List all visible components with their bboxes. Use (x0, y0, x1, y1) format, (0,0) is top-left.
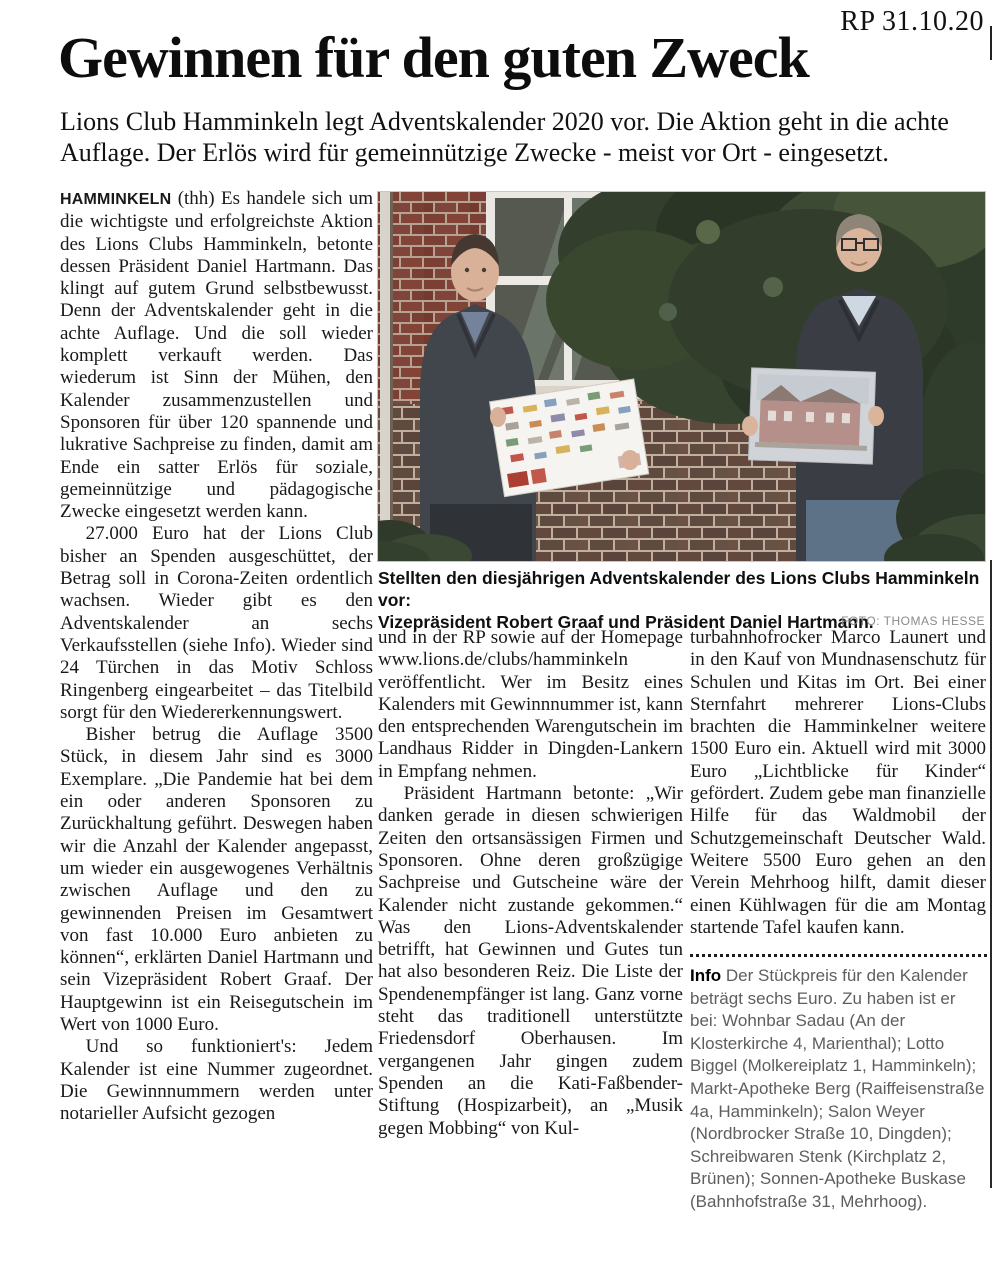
photo-gray-calendar (748, 368, 875, 464)
paragraph: Bisher betrug die Auflage 3500 Stück, in diesem Jahr sind es 3000 Exemplare. „Die Pandemie hat bei dem ein oder anderen Sponsoren zu Zurückhaltung geführt. Deswegen haben wir die Anzahl der Kalender angepasst, um wieder ein ausgewogenes Verhältnis zwischen Auflage und den zu gewinnenden Preisen im Gesamtwert von fast 10.000 Euro anbieten zu können“, erklärten Daniel Hartmann und sein Vizepräsident Robert Graaf. Der Hauptgewinn ist ein Reisegutschein im Wert von 1000 Euro. (60, 724, 373, 1035)
article-column-3 (690, 627, 986, 957)
headline: Gewinnen für den guten Zweck (58, 25, 809, 90)
page-date: RP 31.10.20 (840, 6, 984, 37)
photo-caption (378, 567, 985, 633)
paragraph: 27.000 Euro hat der Lions Club bisher an Spenden ausgeschüttet, der Betrag soll in Corona-Zeiten ordentlich wachsen. Wieder gibt es den Adventskalender an sechs Verkaufsstellen (siehe Info). Wieder sind 24 Türchen in das Motiv Schloss Ringenberg eingearbeitet – das Titelbild sorgt für den Wiedererkennungswert. (60, 523, 373, 723)
caption-line-2: Vizepräsident Robert Graaf und Präsident Daniel Hartmann. (378, 612, 874, 632)
paragraph: Präsident Hartmann betonte: „Wir danken gerade in diesen schwierigen Zeiten den ortsansässigen Firmen und Sponsoren. Ohne deren großzügige Sachpreise und Gutscheine wäre der Kalender nicht zustande gekommen.“ Was den Lions-Adventskalender betrifft, hat Gewinnen und Gutes tun hat also besonderen Reiz. Die Liste der Spendenempfänger ist lang. Ganz vorne steht das traditionell unterstützte Friedensdorf Oberhausen. Im vergangenen Jahr gingen zudem Spenden an die Kati-Faßbender-Stiftung (Hospizarbeit), an „Musik gegen Mobbing“ von Kul- (378, 783, 683, 1139)
caption-line-1: Stellten den diesjährigen Adventskalender des Lions Clubs Hamminkeln vor: (378, 568, 980, 610)
paragraph: und in der RP sowie auf der Homepage www.lions.de/clubs/hamminkeln veröffentlicht. Wer im Besitz eines Kalenders mit Gewinnnummer ist, kann den entsprechenden Warengutschein im Landhaus Ridder in Dingden-Lankern in Empfang nehmen. (378, 627, 683, 782)
info-box-text: Der Stückpreis für den Kalender beträgt sechs Euro. Zu haben ist er bei: Wohnbar Sadau (An der Klosterkirche 4, Marienthal); Lotto Biggel (Molkereiplatz 1, Hamminkeln); Markt-Apotheke Berg (Raiffeisenstraße 4a, Hamminkeln); Salon Weyer (Nordbrocker Straße 10, Dingden); Schreibwaren Stenk (Kirchplatz 2, Brünen); Sonnen-Apotheke Buskase (Bahnhofstraße 31, Mehrhoog). (690, 966, 985, 1211)
paragraph-text: Es handele sich um die wichtigste und erfolgreichste Aktion des Lions Clubs Hamminkeln, betonte dessen Präsident Daniel Hartmann. Das klingt auf gutem Grund selbstbewusst. Denn der Adventskalender geht in die achte Auflage. Und die soll wieder komplett verkauft werden. Das wiederum ist Sinn der Mühen, den Kalender zusammenzustellen und Sponsoren für über 120 spannende und lukrative Sachpreise zu finden, damit am Ende ein satter Erlös für soziale, gemeinnützige und pädagogische Zwecke eingesetzt werden kann. (60, 188, 374, 523)
dateline-location: HAMMINKELN (60, 191, 172, 208)
photo-illustration (378, 192, 985, 561)
paragraph: turbahnhofrocker Marco Launert und in den Kauf von Mundnasenschutz für Schulen und Kitas im Ort. Bei einer Sternfahrt mehrerer Lions-Clubs brachten die Hamminkelner weitere 1500 Euro ein. Aktuell wird mit 3000 Euro „Lichtblicke für Kinder“ gefördert. Zudem gebe man finanzielle Hilfe für das Waldmobil der Schutzgemeinschaft Deutscher Wald. Weitere 5500 Euro gehen an den Verein Mehrhoog hilft, damit dieser einen Kühlwagen für die am Montag startende Tafel kaufen kann. (690, 627, 986, 938)
paragraph: Und so funktioniert's: Jedem Kalender ist eine Nummer zugeordnet. Die Gewinnnummern werden unter notarieller Aufsicht gezogen (60, 1036, 373, 1125)
paragraph (60, 188, 373, 523)
page-edge-rule-top (990, 26, 992, 60)
info-box (690, 954, 987, 1214)
photo-drainpipe (380, 192, 390, 561)
article-photo (378, 192, 985, 561)
photo-credit: FOTO: THOMAS HESSE (841, 614, 985, 628)
article-column-1 (60, 188, 373, 1188)
article-column-2 (378, 627, 683, 1189)
dateline-author: (thh) (177, 188, 215, 209)
column-divider-rule (990, 560, 992, 1188)
subheadline: Lions Club Hamminkeln legt Adventskalender 2020 vor. Die Aktion geht in die achte Auflage. Der Erlös wird für gemeinnützige Zwecke - meist vor Ort - eingesetzt. (60, 107, 949, 167)
info-box-label: Info (690, 966, 722, 985)
